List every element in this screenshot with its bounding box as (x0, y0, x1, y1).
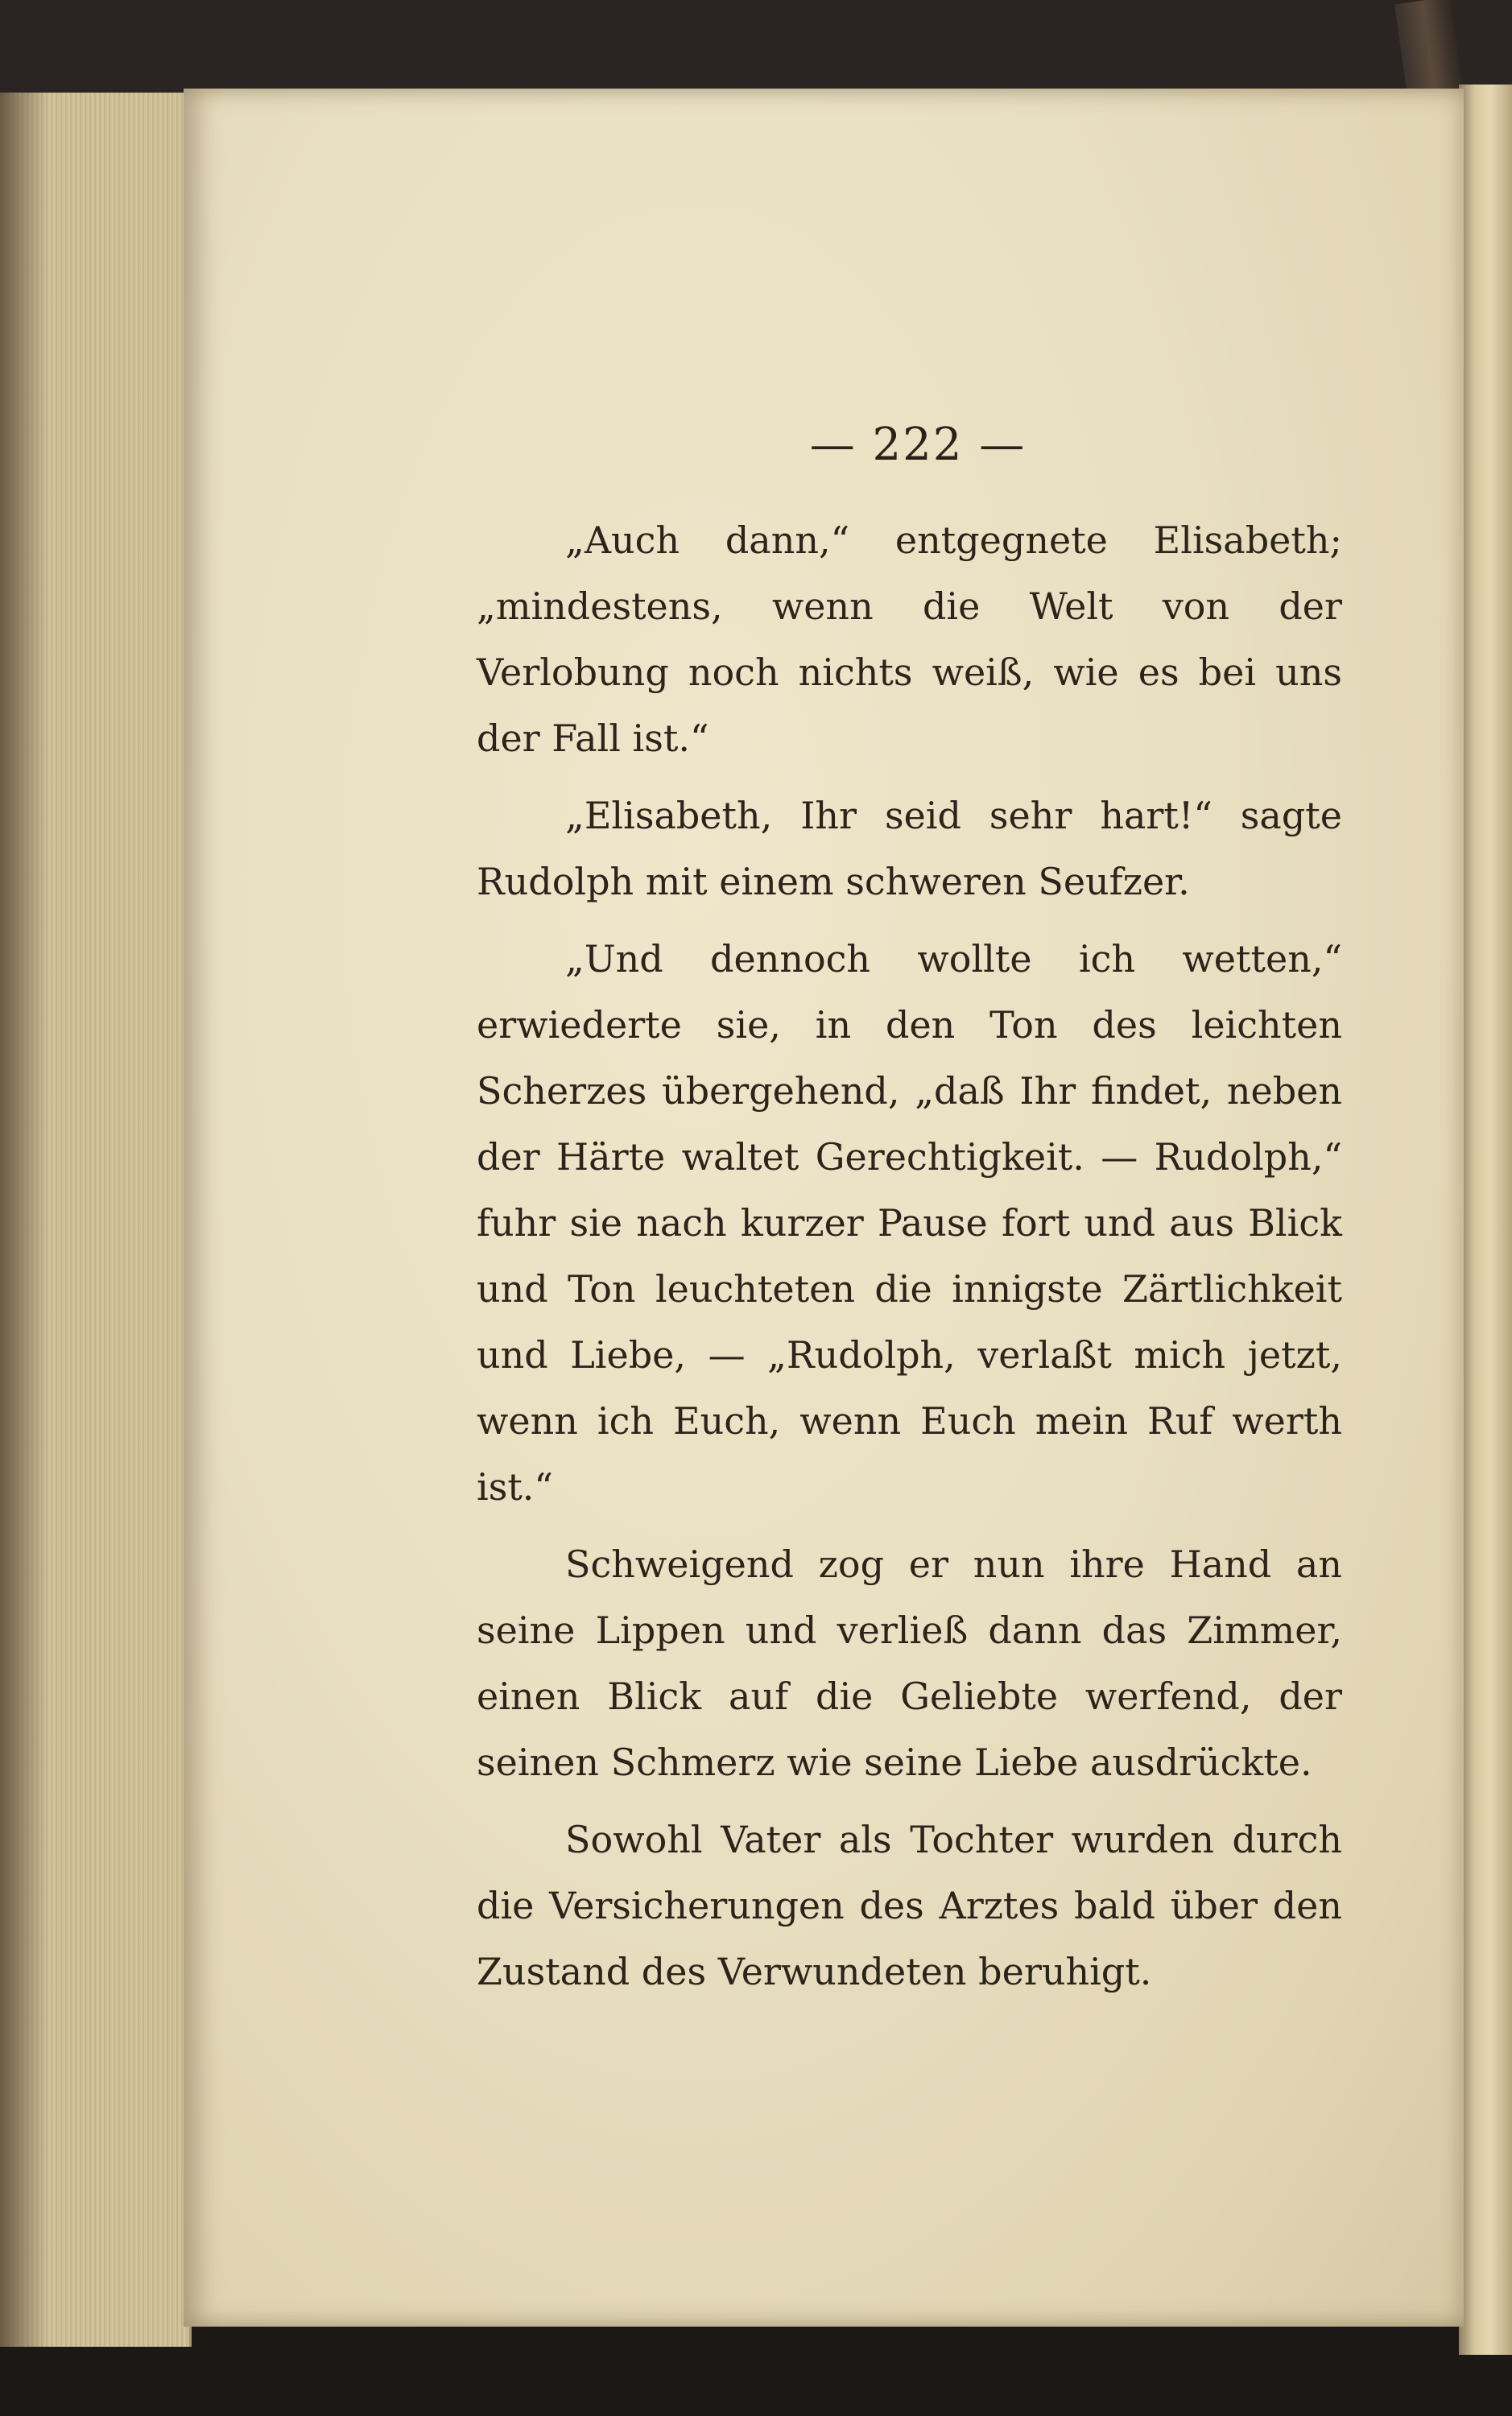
page-fore-edge (0, 93, 192, 2347)
paragraph-1: „Auch dann,“ entgegnete Elisabeth; „mindestens, wenn die Welt von der Verlobung noch nichts weiß, wie es bei uns der Fall ist.“ (477, 518, 1342, 760)
book-cover-edge (1459, 85, 1512, 2355)
paragraph-2: „Elisabeth, Ihr seid sehr hart!“ sagte Rudolph mit einem schweren Seufzer. (477, 794, 1342, 903)
paragraph-5: Sowohl Vater als Tochter wurden durch die Versicherungen des Arztes bald über den Zustand des Verwundeten beruhigt. (477, 1818, 1342, 1993)
bookmark-ribbon (1394, 0, 1464, 100)
page-body-text (477, 507, 1342, 2005)
paragraph-3: „Und dennoch wollte ich wetten,“ erwiederte sie, in den Ton des leichten Scherzes übergehend, „daß Ihr findet, neben der Härte waltet Gerechtigkeit. — Rudolph,“ fuhr sie nach kurzer Pause fort und aus Blick und Ton leuchteten die innigste Zärtlichkeit und Liebe, — „Rudolph, verlaßt mich jetzt, wenn ich Euch, wenn Euch mein Ruf werth ist.“ (477, 937, 1342, 1509)
paragraph-4: Schweigend zog er nun ihre Hand an seine Lippen und verließ dann das Zimmer, einen Blick auf die Geliebte werfend, der seinen Schmerz wie seine Liebe ausdrückte. (477, 1543, 1342, 1784)
page-number: — 222 — (809, 419, 1027, 471)
